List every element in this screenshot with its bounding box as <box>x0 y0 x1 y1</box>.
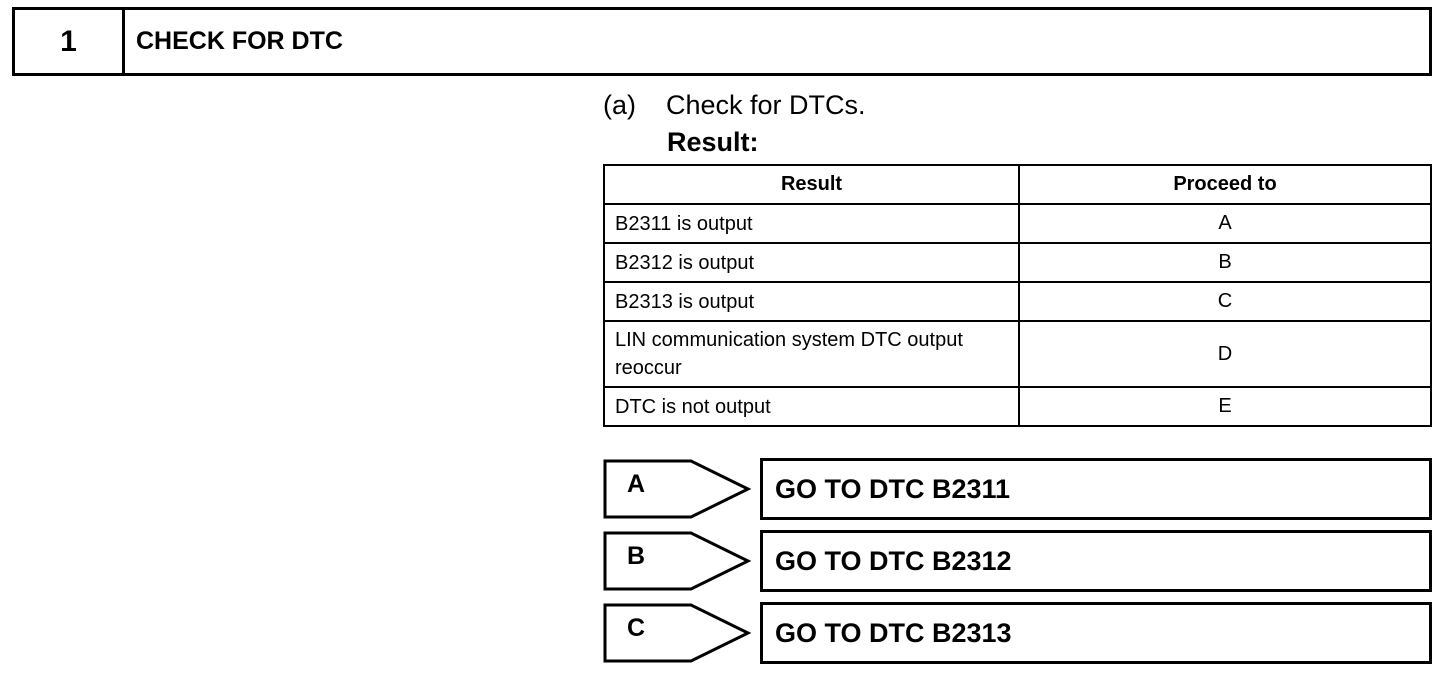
instruction-text: Check for DTCs. <box>666 90 866 120</box>
branch-a <box>603 458 1432 520</box>
branch-arrow-icon <box>603 458 753 520</box>
table-row <box>604 243 1431 282</box>
instruction-letter: (a) <box>603 90 636 120</box>
table-row <box>604 282 1431 321</box>
table-row <box>604 387 1431 426</box>
result-cell: B2312 is output <box>604 243 1019 282</box>
branch-arrow-icon <box>603 602 753 664</box>
result-cell: B2313 is output <box>604 282 1019 321</box>
table-header-row <box>604 165 1431 204</box>
table-row <box>604 204 1431 243</box>
branch-arrow-icon <box>603 530 753 592</box>
branch-letter: C <box>627 614 646 642</box>
result-cell: LIN communication system DTC output reoccur <box>604 321 1019 387</box>
step-header <box>12 7 1432 76</box>
branch-letter: A <box>627 470 646 498</box>
result-cell: DTC is not output <box>604 387 1019 426</box>
proceed-cell: D <box>1019 321 1431 387</box>
column-header-result: Result <box>604 165 1019 204</box>
branch-target: GO TO DTC B2311 <box>760 458 1432 520</box>
branch-target: GO TO DTC B2313 <box>760 602 1432 664</box>
proceed-cell: B <box>1019 243 1431 282</box>
result-label: Result: <box>667 127 759 157</box>
branch-target: GO TO DTC B2312 <box>760 530 1432 592</box>
proceed-cell: A <box>1019 204 1431 243</box>
table-row <box>604 321 1431 387</box>
proceed-cell: C <box>1019 282 1431 321</box>
result-table <box>603 164 1432 427</box>
branch-b <box>603 530 1432 592</box>
instruction-line <box>603 90 866 121</box>
branch-letter: B <box>627 542 646 570</box>
step-title: CHECK FOR DTC <box>136 27 343 55</box>
result-cell: B2311 is output <box>604 204 1019 243</box>
proceed-cell: E <box>1019 387 1431 426</box>
branch-c <box>603 602 1432 664</box>
step-number: 1 <box>15 10 125 73</box>
column-header-proceed-to: Proceed to <box>1019 165 1431 204</box>
